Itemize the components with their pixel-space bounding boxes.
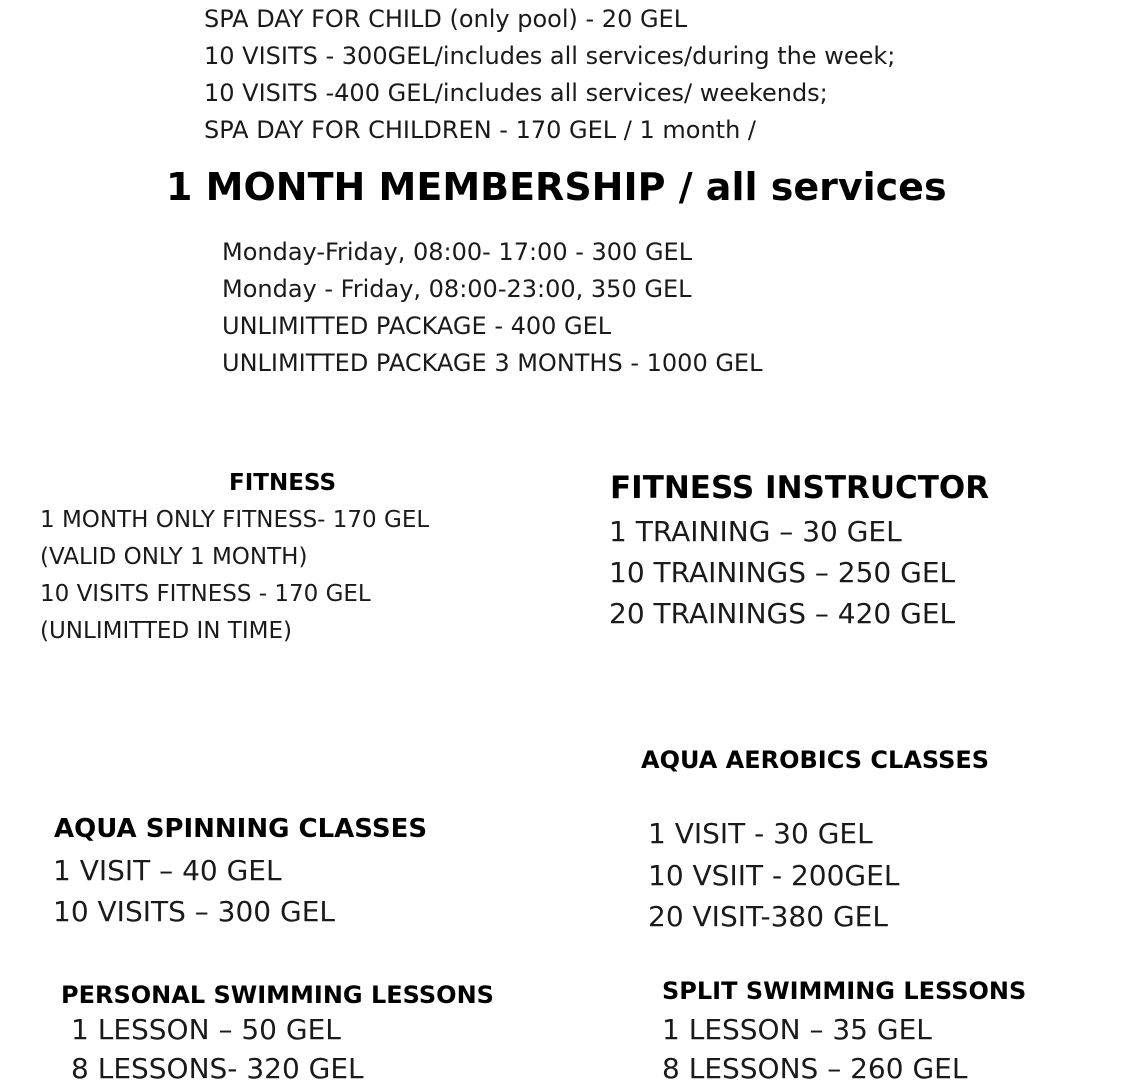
aqua-spinning-price-line: 10 VISITS – 300 GEL [53,895,335,928]
aqua-spinning-heading: AQUA SPINNING CLASSES [54,814,428,844]
instructor-price-line: 1 TRAINING – 30 GEL [609,515,902,548]
spa-price-line: 10 VISITS - 300GEL/includes all services/during the week; [204,42,896,70]
spa-price-line: SPA DAY FOR CHILD (only pool) - 20 GEL [204,5,688,33]
split-swimming-heading: SPLIT SWIMMING LESSONS [662,977,1027,1005]
personal-swimming-heading: PERSONAL SWIMMING LESSONS [61,981,494,1009]
fitness-price-line: (VALID ONLY 1 MONTH) [40,544,308,570]
split-swimming-price-line: 8 LESSONS – 260 GEL [662,1052,968,1085]
membership-price-line: UNLIMITTED PACKAGE 3 MONTHS - 1000 GEL [222,349,763,377]
aqua-aerobics-price-line: 20 VISIT-380 GEL [648,900,888,933]
instructor-price-line: 10 TRAININGS – 250 GEL [609,556,956,589]
personal-swimming-price-line: 1 LESSON – 50 GEL [71,1013,341,1046]
membership-heading: 1 MONTH MEMBERSHIP / all services [166,165,947,209]
aqua-spinning-price-line: 1 VISIT – 40 GEL [53,854,282,887]
membership-price-line: UNLIMITTED PACKAGE - 400 GEL [222,312,612,340]
fitness-instructor-heading: FITNESS INSTRUCTOR [610,470,990,506]
fitness-heading: FITNESS [229,470,337,496]
fitness-price-line: 1 MONTH ONLY FITNESS- 170 GEL [40,507,430,533]
membership-price-line: Monday-Friday, 08:00- 17:00 - 300 GEL [222,238,693,266]
aqua-aerobics-price-line: 10 VSIIT - 200GEL [648,859,900,892]
aqua-aerobics-price-line: 1 VISIT - 30 GEL [648,817,873,850]
personal-swimming-price-line: 8 LESSONS- 320 GEL [71,1052,364,1085]
membership-price-line: Monday - Friday, 08:00-23:00, 350 GEL [222,275,692,303]
fitness-price-line: 10 VISITS FITNESS - 170 GEL [40,581,371,607]
aqua-aerobics-heading: AQUA AEROBICS CLASSES [641,746,990,774]
spa-price-line: SPA DAY FOR CHILDREN - 170 GEL / 1 month / [204,116,756,144]
instructor-price-line: 20 TRAININGS – 420 GEL [609,597,956,630]
spa-price-line: 10 VISITS -400 GEL/includes all services/ weekends; [204,79,828,107]
split-swimming-price-line: 1 LESSON – 35 GEL [662,1013,932,1046]
fitness-price-line: (UNLIMITTED IN TIME) [40,618,292,644]
